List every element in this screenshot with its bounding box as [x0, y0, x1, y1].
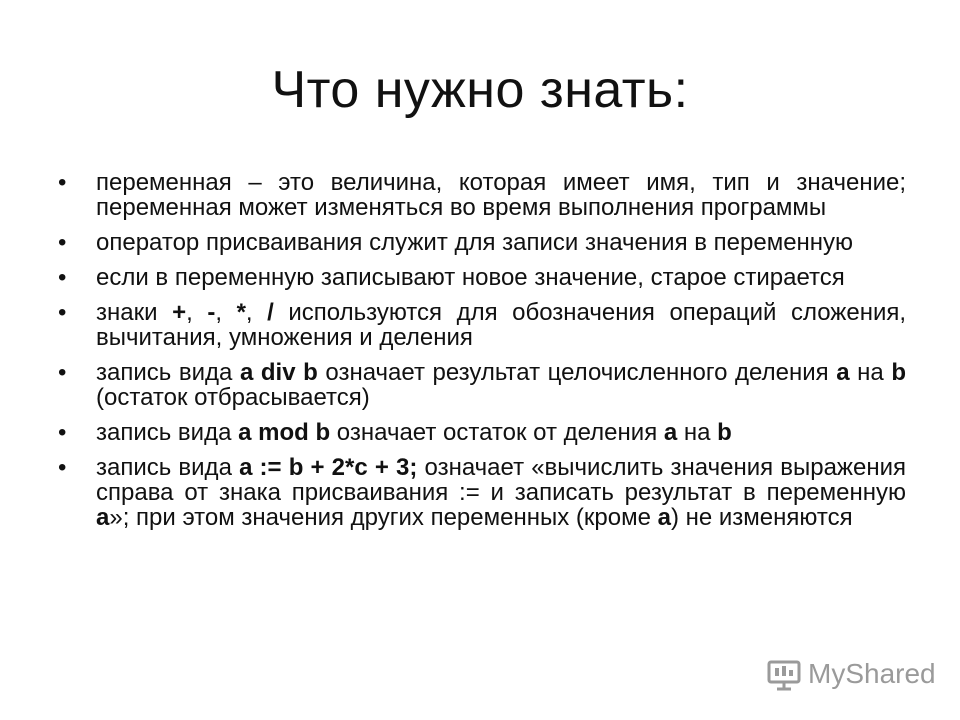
bullet-item [56, 170, 906, 220]
text-run: запись вида [96, 359, 240, 386]
text-run: означает остаток от деления [330, 419, 664, 446]
bullet-marker: • [58, 169, 67, 196]
text-run: »; при этом значения других переменных (кроме [109, 504, 658, 531]
bold-term: a div b [239, 359, 318, 386]
slide-title: Что нужно знать: [271, 61, 689, 119]
bullet-marker: • [58, 264, 67, 291]
bullet-marker: • [58, 359, 67, 386]
text-run: , [215, 299, 237, 326]
bold-term: a mod b [238, 419, 331, 446]
bullet-item [56, 230, 906, 255]
bullet-marker: • [58, 454, 67, 481]
bullet-text [96, 419, 732, 446]
bold-term: b [891, 359, 906, 386]
bullet-item [56, 300, 906, 350]
bullet-item [56, 455, 906, 530]
text-run: , [186, 299, 208, 326]
text-run: на [849, 359, 892, 386]
text-run: запись вида [96, 419, 239, 446]
bullet-item [56, 360, 906, 410]
bullet-text [96, 359, 906, 411]
text-run: , [245, 299, 268, 326]
bullet-list [56, 170, 906, 540]
bullet-marker: • [58, 419, 67, 446]
text-run: означает «вычислить значения выражения справа от знака присваивания := и записать результат в переменную [96, 454, 906, 506]
bold-term: * [236, 299, 246, 326]
text-run: оператор присваивания служит для записи значения в переменную [96, 229, 854, 256]
bullet-text [96, 229, 853, 256]
bullet-text [96, 299, 906, 351]
bold-term: / [267, 299, 274, 326]
bold-term: + [172, 299, 187, 326]
bullet-text [96, 169, 906, 221]
text-run: знаки [96, 299, 173, 326]
watermark-text: MyShared [808, 658, 936, 689]
bullet-marker: • [58, 299, 67, 326]
text-run: ) не изменяются [670, 504, 853, 531]
bullet-text [96, 454, 906, 531]
bullet-item [56, 265, 906, 290]
bold-term: a [663, 419, 678, 446]
bold-term: a [836, 359, 850, 386]
bullet-text [96, 264, 845, 291]
text-run: означает результат целочисленного деления [317, 359, 837, 386]
text-run: запись вида [96, 454, 240, 481]
presentation-board-icon [766, 656, 802, 692]
bullet-marker: • [58, 229, 67, 256]
bold-term: a := b + 2*c + 3; [239, 454, 418, 481]
text-run: переменная – это величина, которая имеет имя, тип и значение; переменная может изменяться во время выполнения программы [96, 169, 906, 221]
text-run: используются для обозначения операций сложения, вычитания, умножения и деления [96, 299, 907, 351]
text-run: на [677, 419, 718, 446]
bold-term: a [657, 504, 671, 531]
bold-term: - [207, 299, 216, 326]
text-run: (остаток отбрасывается) [96, 384, 370, 411]
bold-term: b [717, 419, 732, 446]
bullet-item [56, 420, 906, 445]
bold-term: a [96, 504, 110, 531]
text-run: если в переменную записывают новое значение, старое стирается [96, 264, 845, 291]
watermark-logo [766, 654, 936, 694]
